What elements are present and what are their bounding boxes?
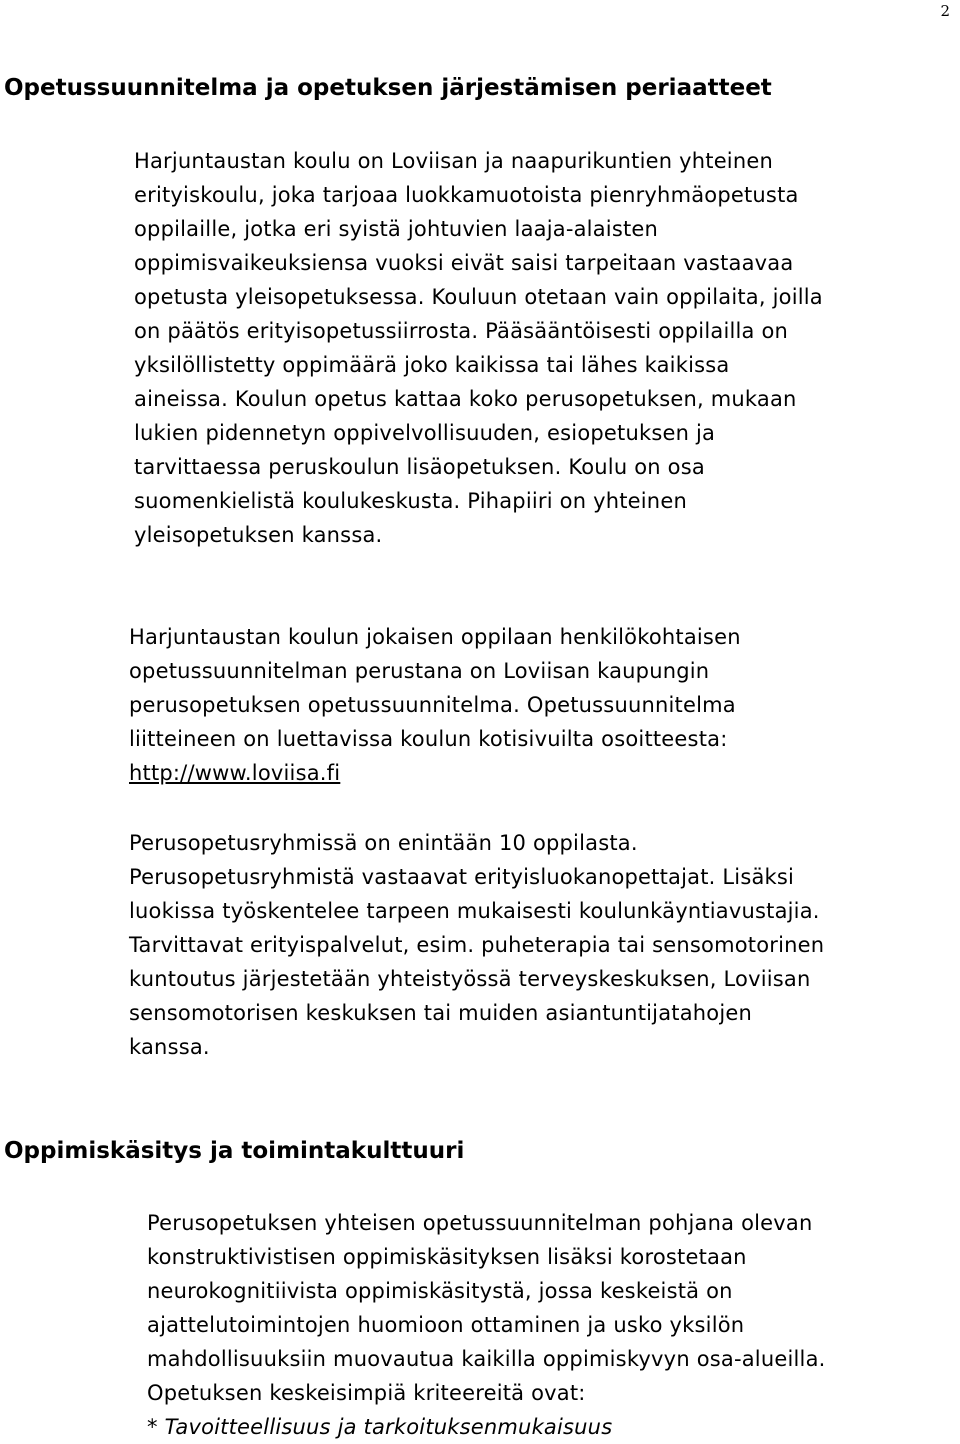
text-line: yleisopetuksen kanssa. (134, 523, 383, 547)
text-line: luokissa työskentelee tarpeen mukaisesti koulunkäyntiavustajia. (129, 899, 820, 923)
section-heading-learning-concept: Oppimiskäsitys ja toimintakulttuuri (4, 1138, 465, 1164)
text-line: Perusopetusryhmistä vastaavat erityisluokanopettajat. Lisäksi (129, 865, 795, 889)
criterion-item: * Tavoitteellisuus ja tarkoituksenmukaisuus (147, 1415, 613, 1439)
paragraph-curriculum-basis (129, 620, 741, 790)
text-line: neurokognitiivista oppimiskäsitystä, jossa keskeistä on (147, 1279, 733, 1303)
text-line: yksilöllistetty oppimäärä joko kaikissa tai lähes kaikissa (134, 353, 730, 377)
text-line: aineissa. Koulun opetus kattaa koko perusopetuksen, mukaan (134, 387, 797, 411)
text-line: opetusta yleisopetuksessa. Kouluun otetaan vain oppilaita, joilla (134, 285, 823, 309)
text-line: oppilaille, jotka eri syistä johtuvien laaja-alaisten (134, 217, 659, 241)
text-line: oppimisvaikeuksiensa vuoksi eivät saisi tarpeitaan vastaavaa (134, 251, 794, 275)
text-line: ajattelutoimintojen huomioon ottaminen ja usko yksilön (147, 1313, 745, 1337)
text-line: perusopetuksen opetussuunnitelma. Opetussuunnitelma (129, 693, 736, 717)
text-line: kuntoutus järjestetään yhteistyössä terveyskeskuksen, Loviisan (129, 967, 811, 991)
text-line: kanssa. (129, 1035, 210, 1059)
website-link[interactable]: http://www.loviisa.fi (129, 761, 341, 785)
text-line: sensomotorisen keskuksen tai muiden asiantuntijatahojen (129, 1001, 752, 1025)
text-line: mahdollisuuksiin muovautua kaikilla oppimiskyvyn osa-alueilla. (147, 1347, 826, 1371)
page-number: 2 (940, 2, 950, 20)
text-line: Perusopetuksen yhteisen opetussuunnitelman pohjana olevan (147, 1211, 813, 1235)
text-line: Opetuksen keskeisimpiä kriteereitä ovat: (147, 1381, 586, 1405)
text-line: on päätös erityisopetussiirrosta. Pääsääntöisesti oppilailla on (134, 319, 789, 343)
text-line: Harjuntaustan koulu on Loviisan ja naapurikuntien yhteinen (134, 149, 773, 173)
paragraph-learning-concept (147, 1206, 826, 1444)
text-line: lukien pidennetyn oppivelvollisuuden, esiopetuksen ja (134, 421, 716, 445)
text-line: tarvittaessa peruskoulun lisäopetuksen. Koulu on osa (134, 455, 705, 479)
text-line: Perusopetusryhmissä on enintään 10 oppilasta. (129, 831, 638, 855)
text-line: opetussuunnitelman perustana on Loviisan kaupungin (129, 659, 710, 683)
text-line: konstruktivistisen oppimiskäsityksen lisäksi korostetaan (147, 1245, 747, 1269)
text-line: Harjuntaustan koulun jokaisen oppilaan henkilökohtaisen (129, 625, 741, 649)
paragraph-group-sizes (129, 826, 824, 1064)
text-line: erityiskoulu, joka tarjoaa luokkamuotoista pienryhmäopetusta (134, 183, 799, 207)
text-line: suomenkielistä koulukeskusta. Pihapiiri on yhteinen (134, 489, 687, 513)
paragraph-school-description (134, 144, 823, 552)
text-line: liitteineen on luettavissa koulun kotisivuilta osoitteesta: (129, 727, 728, 751)
section-heading-curriculum: Opetussuunnitelma ja opetuksen järjestämisen periaatteet (4, 75, 772, 101)
text-line: Tarvittavat erityispalvelut, esim. puheterapia tai sensomotorinen (129, 933, 825, 957)
